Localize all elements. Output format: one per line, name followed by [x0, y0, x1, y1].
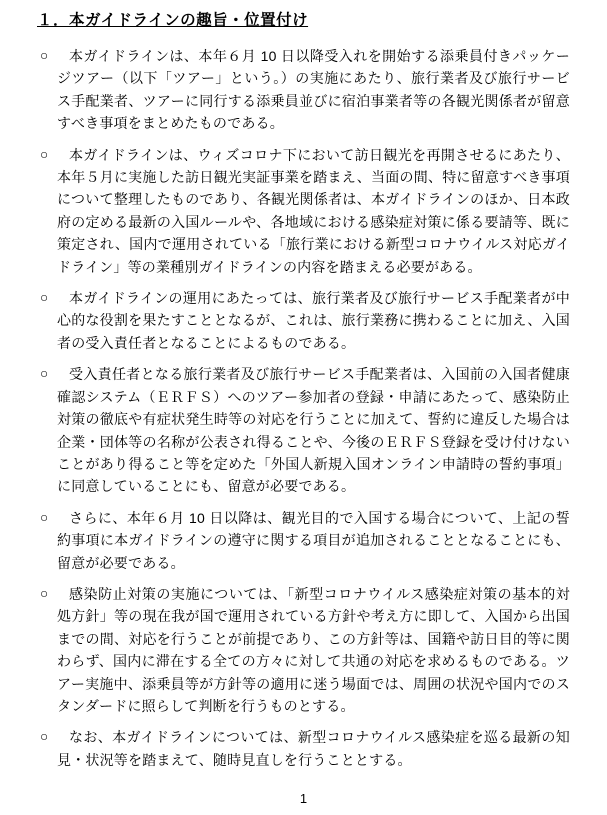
guideline-paragraph-1	[40, 45, 570, 135]
circle-bullet-marker: ○	[40, 509, 49, 525]
section-title: １．本ガイドラインの趣旨・位置付け	[37, 12, 309, 29]
guideline-paragraph-6	[40, 583, 570, 717]
paragraph-text: さらに、本年６月 10 日以降は、観光目的で入国する場合について、上記の誓約事項に本ガイドラインの遵守に関する項目が追加されることとなることにも、留意が必要である。	[57, 509, 570, 571]
guideline-paragraph-3	[40, 287, 570, 354]
circle-bullet-marker: ○	[40, 290, 49, 306]
guideline-paragraph-2	[40, 144, 570, 278]
guideline-paragraph-7	[40, 726, 570, 771]
guideline-paragraph-4	[40, 363, 570, 497]
page-number: 1	[299, 791, 308, 806]
guideline-paragraph-5	[40, 507, 570, 574]
paragraph-text: 本ガイドラインは、本年６月 10 日以降受入れを開始する添乗員付きパッケージツアー（以下「ツアー」という。）の実施にあたり、旅行業者及び旅行サービス手配業者、ツアーに同行する添乗員並びに宿泊事業者等の各観光関係者が留意すべき事項をまとめたものである。	[57, 48, 570, 132]
paragraph-text: 感染防止対策の実施については、「新型コロナウイルス感染症対策の基本的対処方針」等の現在我が国で運用されている方針や考え方に即して、入国から出国までの間、対応を行うことが前提であり、この方針等は、国籍や訪日目的等に関わらず、国内に滞在する全ての方々に対して共通の対応を求めるものである。ツアー実施中、添乗員等が方針等の適用に迷う場面では、周囲の状況や国内でのスタンダードに照らして判断を行うものとする。	[57, 585, 570, 714]
paragraph-text: 本ガイドラインの運用にあたっては、旅行業者及び旅行サービス手配業者が中心的な役割を果たすこととなるが、これは、旅行業務に携わることに加え、入国者の受入責任者となることによるものである。	[57, 290, 570, 351]
circle-bullet-marker: ○	[40, 366, 49, 382]
circle-bullet-marker: ○	[40, 48, 49, 63]
circle-bullet-marker: ○	[40, 585, 49, 601]
paragraph-text: なお、本ガイドラインについては、新型コロナウイルス感染症を巡る最新の知見・状況等を踏まえて、随時見直しを行うこととする。	[57, 729, 570, 768]
paragraph-text: 本ガイドラインは、ウィズコロナ下において訪日観光を再開させるにあたり、本年５月に実施した訪日観光実証事業を踏まえ、当面の間、特に留意すべき事項について整理したものであり、各観光関係者は、本ガイドラインのほか、日本政府の定める最新の入国ルールや、各地域における感染症対策に係る要請等、既に策定され、国内で運用されている「旅行業における新型コロナウイルス対応ガイドライン」等の業種別ガイドラインの内容を踏まえる必要がある。	[57, 146, 570, 275]
circle-bullet-marker: ○	[40, 729, 49, 745]
paragraph-text: 受入責任者となる旅行業者及び旅行サービス手配業者は、入国前の入国者健康確認システム（ＥＲＦＳ）へのツアー参加者の登録・申請にあたって、感染防止対策の徹底や有症状発生時等の対応を行うことに加えて、誓約に違反した場合は企業・団体等の名称が公表され得ることや、今後のＥＲＦＳ登録を受け付けないことがあり得ること等を定めた「外国人新規入国オンライン申請時の誓約事項」に同意していることにも、留意が必要である。	[57, 366, 570, 495]
circle-bullet-marker: ○	[40, 146, 49, 162]
